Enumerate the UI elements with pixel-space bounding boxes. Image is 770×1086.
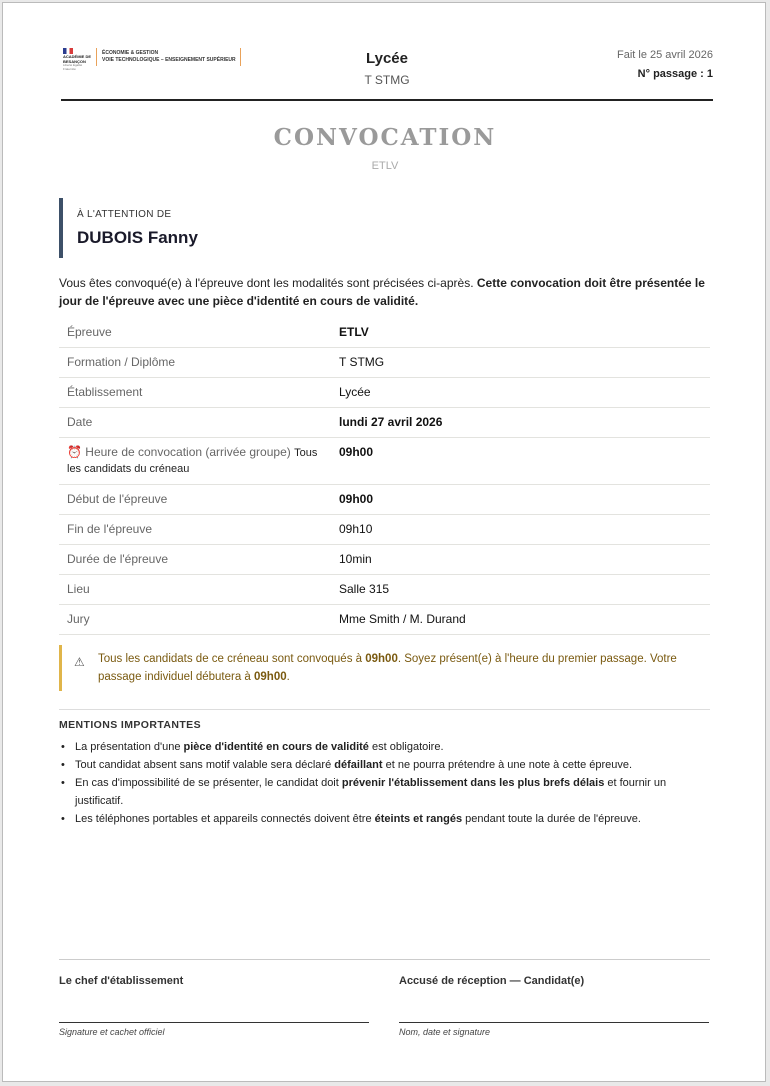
row-label: Fin de l'épreuve <box>67 522 153 536</box>
table-row <box>59 408 710 438</box>
row-label: Durée de l'épreuve <box>67 552 169 566</box>
mention-text: pendant toute la durée de l'épreuve. <box>462 813 641 825</box>
row-label: Formation / Diplôme <box>67 355 176 369</box>
alert-time-2: 09h00 <box>254 671 287 683</box>
row-value: T STMG <box>331 348 710 378</box>
mention-text: et fournir un justificatif. <box>75 777 667 807</box>
signature-divider <box>59 959 710 960</box>
alert-time-1: 09h00 <box>365 653 398 665</box>
row-key <box>59 545 331 575</box>
mention-text: La présentation d'une <box>75 741 184 753</box>
table-row <box>59 515 710 545</box>
mention-item <box>59 738 709 756</box>
row-key <box>59 378 331 408</box>
issue-date: Fait le 25 avril 2026 <box>617 49 713 61</box>
row-label: Début de l'épreuve <box>67 492 168 506</box>
row-label-note: Tous les candidats du créneau <box>67 447 318 475</box>
mention-text: Les téléphones portables et appareils connectés doivent être <box>75 813 375 825</box>
row-label: Heure de convocation (arrivée groupe) <box>85 445 291 459</box>
school-name: Lycée <box>366 50 408 67</box>
table-row <box>59 545 710 575</box>
mentions-title: MENTIONS IMPORTANTES <box>59 719 201 731</box>
table-row <box>59 318 710 348</box>
warning-notice <box>59 645 710 691</box>
intro-bold: Cette convocation doit être présentée le jour de l'épreuve avec une pièce d'identité en cours de validité. <box>59 276 705 308</box>
warning-icon: ⚠ <box>74 655 85 669</box>
row-value: 10min <box>331 545 710 575</box>
mention-bold: pièce d'identité en cours de validité <box>183 741 369 753</box>
class-name: T STMG <box>364 73 410 87</box>
passage-number: N° passage : 1 <box>637 68 713 80</box>
row-key <box>59 605 331 635</box>
signature-left-note: Signature et cachet officiel <box>59 1027 165 1037</box>
alert-text-1: Tous les candidats de ce créneau sont convoqués à <box>98 653 366 665</box>
signature-right-note: Nom, date et signature <box>399 1027 491 1037</box>
row-value: 09h00 <box>331 485 710 515</box>
intro-plain: Vous êtes convoqué(e) à l'épreuve dont les modalités sont précisées ci-après. <box>59 276 477 290</box>
mention-item <box>59 774 709 810</box>
mention-text: En cas d'impossibilité de se présenter, le candidat doit <box>75 777 342 789</box>
table-row <box>59 605 710 635</box>
row-value: Salle 315 <box>331 575 710 605</box>
row-label: Épreuve <box>67 325 112 339</box>
table-row <box>59 348 710 378</box>
mention-bold: éteints et rangés <box>374 813 463 825</box>
intro-text <box>59 274 711 310</box>
logo-academie: ACADÉMIE DE BESANÇON <box>63 54 92 64</box>
mention-bold: prévenir l'établissement dans les plus brefs délais <box>341 777 605 789</box>
row-label: Date <box>67 415 93 429</box>
mention-bold: défaillant <box>334 759 383 771</box>
row-value: Lycée <box>331 378 710 408</box>
alarm-clock-icon: ⏰ <box>67 445 82 459</box>
row-key <box>59 575 331 605</box>
logo-line1: ÉCONOMIE & GESTION <box>102 50 159 56</box>
row-key <box>59 348 331 378</box>
signature-left-title: Le chef d'établissement <box>59 975 184 987</box>
row-label: Établissement <box>67 385 143 399</box>
alert-text-2: . Soyez présent(e) à l'heure du premier passage. Votre passage individuel débutera à <box>98 653 677 683</box>
row-value: 09h10 <box>331 515 710 545</box>
mention-item <box>59 756 709 774</box>
row-key <box>59 485 331 515</box>
row-value: Mme Smith / M. Durand <box>331 605 710 635</box>
recipient-label: À L'ATTENTION DE <box>77 209 172 220</box>
signature-right-title: Accusé de réception — Candidat(e) <box>399 975 585 987</box>
header <box>61 43 713 101</box>
row-value: ETLV <box>331 318 710 348</box>
mention-item <box>59 810 709 828</box>
row-key <box>59 438 331 485</box>
logo-motto: Liberté Égalité Fraternité <box>63 63 83 71</box>
page-title: CONVOCATION <box>273 124 497 151</box>
mentions-list <box>59 738 709 828</box>
details-table <box>59 318 710 635</box>
row-key <box>59 318 331 348</box>
row-label: Lieu <box>67 582 90 596</box>
logo-line2: VOIE TECHNOLOGIQUE – ENSEIGNEMENT SUPÉRIEUR <box>102 57 236 63</box>
mention-text: est obligatoire. <box>368 741 444 753</box>
recipient-name: DUBOIS Fanny <box>77 228 198 247</box>
table-row <box>59 575 710 605</box>
page-subtitle: ETLV <box>371 160 399 172</box>
mention-text: Tout candidat absent sans motif valable sera déclaré <box>75 759 335 771</box>
alert-text-3: . <box>286 671 290 683</box>
table-row <box>59 485 710 515</box>
row-key <box>59 408 331 438</box>
signature-line-right <box>399 1022 709 1023</box>
table-row <box>59 438 710 485</box>
recipient-block <box>59 198 198 258</box>
table-row <box>59 378 710 408</box>
row-value: 09h00 <box>331 438 710 485</box>
signature-line-left <box>59 1022 369 1023</box>
row-label: Jury <box>67 612 90 626</box>
row-value: lundi 27 avril 2026 <box>331 408 710 438</box>
mention-text: et ne pourra prétendre à une note à cette épreuve. <box>382 759 633 771</box>
row-key <box>59 515 331 545</box>
divider <box>59 709 710 710</box>
